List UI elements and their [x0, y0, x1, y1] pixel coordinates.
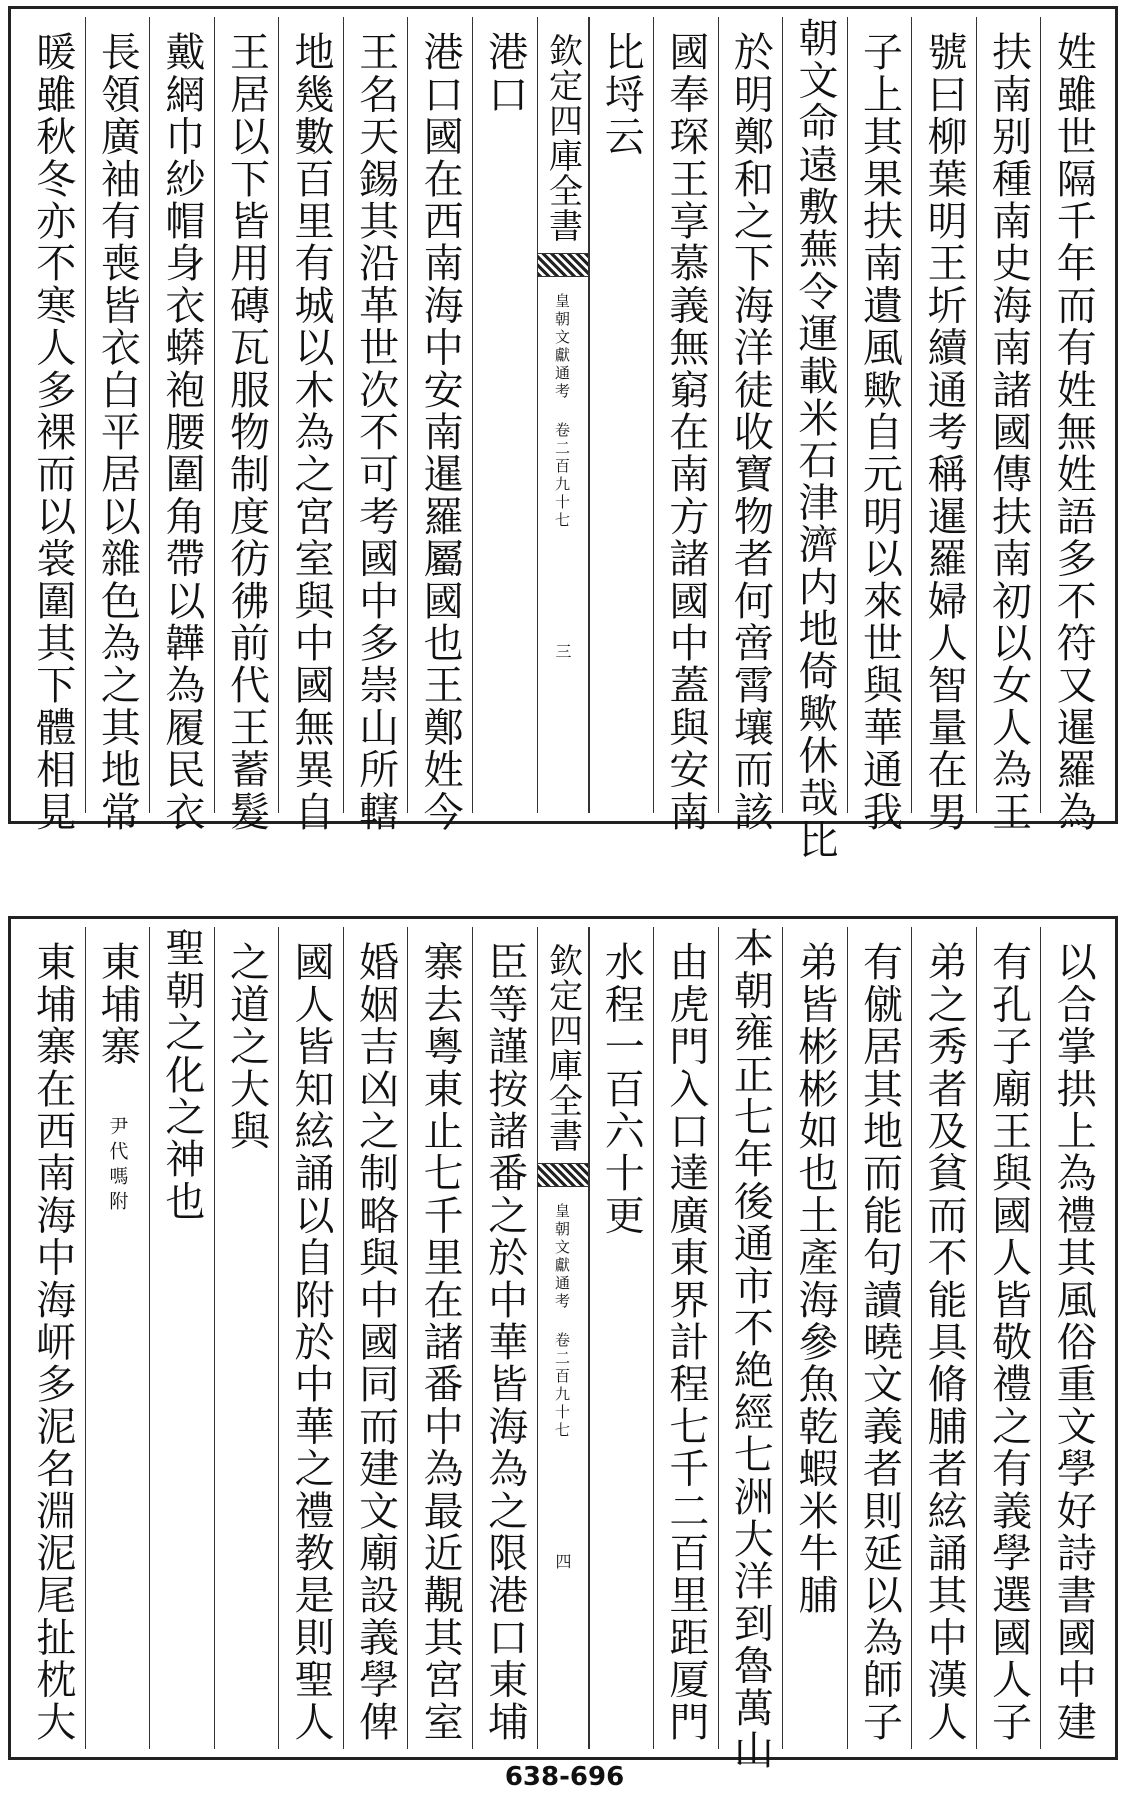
- text-column: 聖朝之化之神也: [149, 927, 214, 1749]
- text-column: 弟之秀者及貧而不能具脩脯者絃誦其中漢人: [911, 927, 976, 1749]
- section-heading: 東埔寨: [94, 941, 141, 1068]
- text-column: 有孔子廟王與國人皆敬禮之有義學選國人子: [976, 927, 1041, 1749]
- volume-label: 皇朝文獻通考 卷二百九十七: [553, 293, 571, 530]
- text-column: 以合掌拱上為禮其風俗重文學好詩書國中建: [1040, 927, 1105, 1749]
- fishtail-mark: [538, 1164, 588, 1187]
- text-column: 港口: [472, 17, 537, 813]
- fold-margin: [537, 17, 589, 813]
- text-column: 於明鄭和之下海洋徒收寶物者何啻霄壤而該: [718, 17, 783, 813]
- text-column: 有僦居其地而能句讀曉文義者則延以為師子: [847, 927, 912, 1749]
- bottom-page-columns: [21, 927, 1105, 1771]
- text-column: 港口國在西南海中安南暹羅屬國也王鄭姓今: [407, 17, 472, 813]
- leaf-number: 三: [553, 643, 572, 659]
- fishtail-mark: [538, 254, 588, 277]
- text-column: 寨去粵東止七千里在諸番中為最近覯其宮室: [407, 927, 472, 1749]
- text-column: 姓雖世隔千年而有姓無姓語多不符又暹羅為: [1040, 17, 1105, 813]
- text-column: 國奉琛王享慕義無窮在南方諸國中蓋與安南: [653, 17, 718, 813]
- text-column: 國人皆知絃誦以自附於中華之禮教是則聖人: [278, 927, 343, 1749]
- text-column: 扶南别種南史海南諸國傳扶南初以女人為王: [976, 17, 1041, 813]
- top-page-columns: [21, 17, 1105, 861]
- text-column: 戴網巾紗帽身衣蟒袍腰圍角帶以韡為履民衣: [149, 17, 214, 813]
- text-column: 本朝雍正七年後通市不絶經七洲大洋到魯萬山: [718, 927, 783, 1749]
- text-column: 婚姻吉凶之制略與中國同而建文廟設義學俾: [343, 927, 408, 1749]
- text-column: 水程一百六十更: [589, 927, 654, 1749]
- text-column: 地幾數百里有城以木為之宮室與中國無異自: [278, 17, 343, 813]
- annotation-note: 尹代嗎附: [106, 1115, 129, 1216]
- text-column: 臣等謹按諸番之於中華皆海為之限港口東埔: [472, 927, 537, 1749]
- text-column: 暖雖秋冬亦不寒人多裸而以裳圍其下體相見: [29, 31, 76, 833]
- text-column: 比埒云: [589, 17, 654, 813]
- volume-label: 皇朝文獻通考 卷二百九十七: [553, 1203, 571, 1440]
- text-column: 之道之大與: [214, 927, 279, 1749]
- text-column: 王名天錫其沿革世次不可考國中多崇山所轄: [343, 17, 408, 813]
- fold-margin: [537, 927, 589, 1749]
- text-column: 長領廣袖有喪皆衣白平居以雜色為之其地常: [85, 17, 150, 813]
- text-column: 朝文命遠敷蕪令運載米石津濟内地倚歟休哉比: [782, 17, 847, 813]
- text-column: 由虎門入口達廣東界計程七千二百里距厦門: [653, 927, 718, 1749]
- page-reference-label: 638-696: [504, 1762, 625, 1792]
- text-column: 弟皆彬彬如也土產海參魚乾蝦米牛脯: [782, 927, 847, 1749]
- leaf-number: 四: [553, 1553, 572, 1569]
- top-page: [8, 6, 1118, 861]
- text-column: [85, 927, 150, 1749]
- text-column: 子上其果扶南遺風歟自元明以來世與華通我: [847, 17, 912, 813]
- book-title: 欽定四庫全書: [538, 17, 588, 254]
- text-column: 號曰柳葉明王圻續通考稱暹羅婦人智量在男: [911, 17, 976, 813]
- book-title: 欽定四庫全書: [538, 927, 588, 1164]
- text-column: 王居以下皆用磚瓦服物制度彷彿前代王蓄髮: [214, 17, 279, 813]
- text-column: 東埔寨在西南海中海岍多泥名淵泥尾扯枕大: [29, 941, 76, 1743]
- bottom-page: [8, 916, 1118, 1771]
